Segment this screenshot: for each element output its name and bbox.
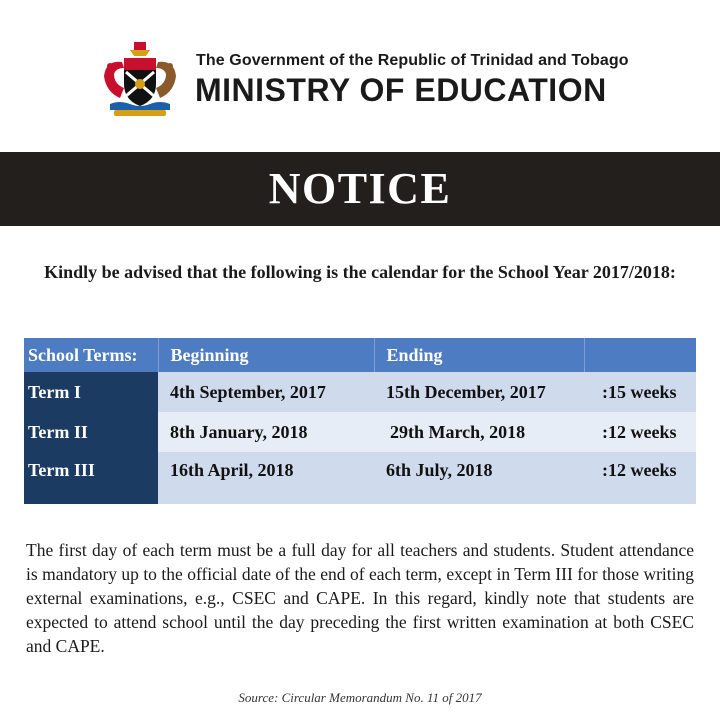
term-ending: 6th July, 2018 — [374, 452, 584, 504]
ministry-title: MINISTRY OF EDUCATION — [195, 72, 607, 108]
column-header-beginning: Beginning — [158, 338, 374, 372]
term-name: Term I — [24, 372, 158, 412]
government-line: The Government of the Republic of Trinidad and Tobago — [196, 52, 629, 69]
term-weeks: :15 weeks — [584, 372, 696, 412]
coat-of-arms-icon — [96, 40, 184, 118]
calendar-table — [24, 338, 696, 504]
header — [0, 0, 720, 152]
notice-banner — [0, 152, 720, 226]
term-beginning: 8th January, 2018 — [158, 412, 374, 452]
table-header-row — [24, 338, 696, 372]
source-citation: Source: Circular Memorandum No. 11 of 2017 — [238, 690, 482, 705]
term-ending: 15th December, 2017 — [374, 372, 584, 412]
policy-paragraph: The first day of each term must be a full day for all teachers and students. Student attendance is mandatory up to the official date of the end of each term, except in Term III for those writing external examinations, e.g., CSEC and CAPE. In this regard, kindly note that students are expected to attend school until the day preceding the first written examination at both CSEC and CAPE. — [26, 540, 694, 656]
term-weeks: :12 weeks — [584, 412, 696, 452]
notice-title: NOTICE — [268, 164, 452, 213]
table-row — [24, 372, 696, 412]
term-beginning: 16th April, 2018 — [158, 452, 374, 504]
term-name: Term III — [24, 452, 158, 504]
intro-text: Kindly be advised that the following is the calendar for the School Year 2017/2018: — [44, 262, 676, 282]
term-weeks: :12 weeks — [584, 452, 696, 504]
term-ending: 29th March, 2018 — [374, 412, 584, 452]
column-header-weeks — [584, 338, 696, 372]
term-name: Term II — [24, 412, 158, 452]
column-header-school-terms: School Terms: — [24, 338, 158, 372]
term-beginning: 4th September, 2017 — [158, 372, 374, 412]
column-header-ending: Ending — [374, 338, 584, 372]
table-row — [24, 452, 696, 504]
table-row — [24, 412, 696, 452]
